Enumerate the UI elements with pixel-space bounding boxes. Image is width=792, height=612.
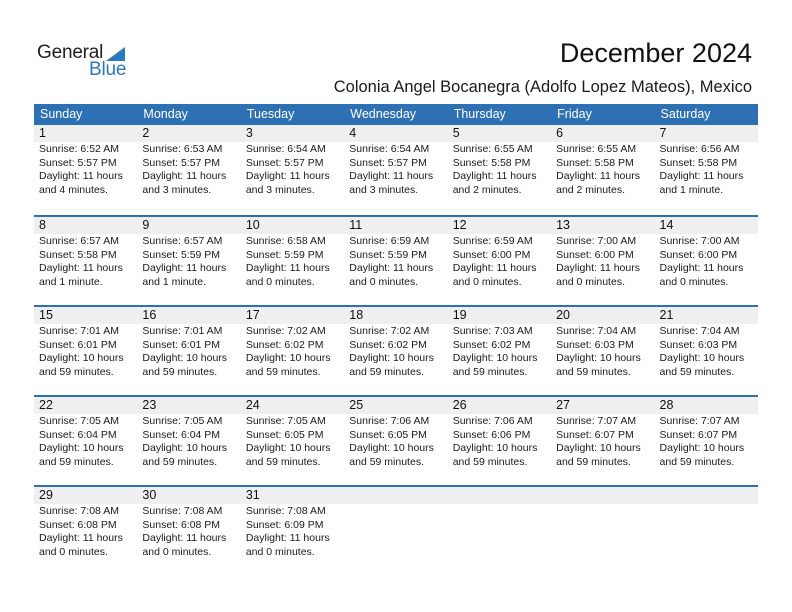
empty-day-cell [344,487,447,559]
sunrise-time: Sunrise: 6:56 AM [659,143,740,155]
sunset-time: Sunset: 6:00 PM [556,248,634,261]
day-cell [551,125,654,197]
daylight-hours: Daylight: 11 hours [556,170,640,182]
daylight-minutes: and 4 minutes. [39,183,108,196]
week-row [34,125,758,215]
daylight-hours: Daylight: 11 hours [245,170,330,182]
empty-day-cell [551,487,654,559]
day-cell [241,487,344,559]
daylight-hours: Daylight: 10 hours [452,352,538,364]
day-cell [34,397,137,469]
sunset-time: Sunset: 6:05 PM [245,428,324,441]
daylight-minutes: and 1 minute. [659,183,724,196]
day-number: 1 [34,125,137,142]
sunrise-time: Sunrise: 6:52 AM [39,143,119,155]
day-number: 7 [655,125,758,142]
day-number [448,487,551,504]
sunrise-time: Sunrise: 7:04 AM [556,325,637,337]
day-details [448,142,551,197]
day-details [344,142,447,197]
day-cell [137,487,240,559]
day-details [241,234,344,289]
day-cell [241,217,344,289]
day-details [137,324,240,379]
sunrise-time: Sunrise: 7:02 AM [245,325,326,337]
sunset-time: Sunset: 5:57 PM [349,156,427,169]
day-cell [241,397,344,469]
sunrise-time: Sunrise: 7:00 AM [659,235,740,247]
daylight-minutes: and 0 minutes. [142,545,212,558]
week-row [34,395,758,485]
daylight-hours: Daylight: 10 hours [659,442,745,454]
sunset-time: Sunset: 6:08 PM [39,518,117,531]
sunrise-time: Sunrise: 6:59 AM [349,235,430,247]
sunrise-time: Sunrise: 7:08 AM [245,505,326,517]
daylight-hours: Daylight: 10 hours [245,352,331,364]
day-cell [34,307,137,379]
day-number: 23 [137,397,240,414]
daylight-hours: Daylight: 11 hours [245,262,330,274]
daylight-hours: Daylight: 11 hours [39,170,123,182]
week-row [34,485,758,575]
location-subtitle: Colonia Angel Bocanegra (Adolfo Lopez Mateos), Mexico [333,78,752,96]
day-details [34,504,137,559]
sunset-time: Sunset: 6:01 PM [39,338,117,351]
day-cell [344,397,447,469]
day-number: 15 [34,307,137,324]
daylight-minutes: and 59 minutes. [245,455,321,468]
daylight-hours: Daylight: 11 hours [659,262,744,274]
day-number: 12 [448,217,551,234]
day-details [137,234,240,289]
week-grid [34,397,758,469]
day-details [448,414,551,469]
weeks-container [34,125,758,575]
day-details [137,504,240,559]
day-details [34,234,137,289]
daylight-minutes: and 2 minutes. [556,183,625,196]
day-cell [34,217,137,289]
day-details [137,414,240,469]
day-cell [344,125,447,197]
day-details [655,142,758,197]
daylight-hours: Daylight: 11 hours [142,532,227,544]
day-cell [137,125,240,197]
daylight-hours: Daylight: 10 hours [39,442,124,454]
day-details [655,234,758,289]
sunrise-time: Sunrise: 6:59 AM [452,235,533,247]
day-number: 14 [655,217,758,234]
daylight-minutes: and 59 minutes. [556,455,631,468]
day-details [655,324,758,379]
weekday-thursday: Thursday [453,107,506,121]
day-number: 2 [137,125,240,142]
daylight-minutes: and 0 minutes. [452,275,522,288]
day-number: 27 [551,397,654,414]
day-number: 25 [344,397,447,414]
daylight-minutes: and 3 minutes. [349,183,419,196]
day-number: 30 [137,487,240,504]
day-number: 10 [241,217,344,234]
day-details [448,234,551,289]
week-grid [34,307,758,379]
day-cell [448,397,551,469]
general-blue-logo [37,42,137,82]
daylight-minutes: and 59 minutes. [452,365,528,378]
sunrise-time: Sunrise: 6:55 AM [452,143,533,155]
sunrise-time: Sunrise: 7:05 AM [245,415,326,427]
day-number: 6 [551,125,654,142]
sunrise-time: Sunrise: 7:02 AM [349,325,430,337]
day-number: 16 [137,307,240,324]
sunset-time: Sunset: 6:03 PM [659,338,738,351]
sunrise-time: Sunrise: 7:06 AM [452,415,533,427]
daylight-minutes: and 1 minute. [39,275,103,288]
weekday-monday: Monday [143,107,188,121]
sunset-time: Sunset: 5:58 PM [452,156,531,169]
sunrise-time: Sunrise: 6:55 AM [556,143,637,155]
daylight-minutes: and 2 minutes. [452,183,522,196]
day-cell [655,125,758,197]
daylight-minutes: and 0 minutes. [39,545,108,558]
daylight-hours: Daylight: 10 hours [452,442,538,454]
day-cell [344,307,447,379]
daylight-minutes: and 1 minute. [142,275,207,288]
day-number [344,487,447,504]
daylight-minutes: and 59 minutes. [349,455,424,468]
day-details [241,504,344,559]
sunrise-time: Sunrise: 7:03 AM [452,325,533,337]
daylight-hours: Daylight: 11 hours [142,262,227,274]
sunrise-time: Sunrise: 6:54 AM [349,143,430,155]
day-cell [241,307,344,379]
sunrise-time: Sunrise: 6:58 AM [245,235,326,247]
sunset-time: Sunset: 6:08 PM [142,518,221,531]
day-cell [344,217,447,289]
day-number: 17 [241,307,344,324]
sunset-time: Sunset: 5:57 PM [245,156,324,169]
weekday-sunday: Sunday [40,107,83,121]
day-cell [448,217,551,289]
day-details [448,324,551,379]
sunrise-time: Sunrise: 6:57 AM [142,235,223,247]
daylight-hours: Daylight: 11 hours [39,532,123,544]
day-number: 19 [448,307,551,324]
sunset-time: Sunset: 6:07 PM [659,428,738,441]
sunset-time: Sunset: 6:02 PM [245,338,324,351]
sunrise-time: Sunrise: 7:04 AM [659,325,740,337]
day-details [551,234,654,289]
day-cell [137,217,240,289]
day-number: 13 [551,217,654,234]
logo-word-general: General [37,42,104,63]
day-details [344,414,447,469]
day-number: 9 [137,217,240,234]
daylight-minutes: and 59 minutes. [39,365,114,378]
empty-day-cell [448,487,551,559]
sunrise-time: Sunrise: 6:54 AM [245,143,326,155]
day-number: 4 [344,125,447,142]
day-details [655,414,758,469]
day-cell [551,217,654,289]
sunrise-time: Sunrise: 7:00 AM [556,235,637,247]
daylight-hours: Daylight: 10 hours [659,352,745,364]
daylight-minutes: and 59 minutes. [349,365,424,378]
logo-word-blue: Blue [89,59,127,80]
day-details [34,142,137,197]
week-row [34,305,758,395]
weekday-saturday: Saturday [660,107,711,121]
calendar-grid [34,104,758,575]
daylight-hours: Daylight: 10 hours [349,442,434,454]
day-number: 22 [34,397,137,414]
day-cell [34,125,137,197]
daylight-hours: Daylight: 11 hours [659,170,744,182]
sunrise-time: Sunrise: 7:07 AM [556,415,637,427]
day-details [551,142,654,197]
sunset-time: Sunset: 5:59 PM [349,248,427,261]
daylight-hours: Daylight: 11 hours [39,262,123,274]
day-number: 26 [448,397,551,414]
sunset-time: Sunset: 5:58 PM [659,156,738,169]
daylight-hours: Daylight: 11 hours [349,262,434,274]
day-number: 29 [34,487,137,504]
page-title: December 2024 [559,38,752,68]
weekday-wednesday: Wednesday [350,107,417,121]
day-details [137,142,240,197]
week-grid [34,125,758,197]
empty-day-cell [655,487,758,559]
day-details [241,324,344,379]
weekday-friday: Friday [557,107,592,121]
week-row [34,215,758,305]
day-details [34,324,137,379]
day-details [344,324,447,379]
day-cell [448,125,551,197]
sunset-time: Sunset: 6:03 PM [556,338,634,351]
sunrise-time: Sunrise: 7:06 AM [349,415,430,427]
daylight-minutes: and 3 minutes. [245,183,315,196]
sunset-time: Sunset: 6:00 PM [452,248,531,261]
sunset-time: Sunset: 5:59 PM [245,248,324,261]
daylight-hours: Daylight: 10 hours [142,352,228,364]
day-number [655,487,758,504]
day-cell [551,397,654,469]
daylight-hours: Daylight: 11 hours [556,262,640,274]
day-details [551,414,654,469]
day-cell [448,307,551,379]
daylight-hours: Daylight: 10 hours [245,442,331,454]
daylight-minutes: and 0 minutes. [349,275,419,288]
daylight-hours: Daylight: 11 hours [245,532,330,544]
sunset-time: Sunset: 5:57 PM [142,156,221,169]
sunset-time: Sunset: 6:09 PM [245,518,324,531]
day-details [34,414,137,469]
sunrise-time: Sunrise: 7:01 AM [142,325,223,337]
sunset-time: Sunset: 6:02 PM [349,338,427,351]
day-cell [655,217,758,289]
daylight-hours: Daylight: 10 hours [142,442,228,454]
day-cell [241,125,344,197]
daylight-minutes: and 59 minutes. [245,365,321,378]
daylight-hours: Daylight: 11 hours [349,170,434,182]
day-cell [655,397,758,469]
daylight-hours: Daylight: 11 hours [452,262,537,274]
day-cell [655,307,758,379]
day-number: 3 [241,125,344,142]
sunset-time: Sunset: 6:00 PM [659,248,738,261]
day-cell [137,307,240,379]
sunrise-time: Sunrise: 7:05 AM [142,415,223,427]
sunrise-time: Sunrise: 6:53 AM [142,143,223,155]
daylight-minutes: and 0 minutes. [659,275,729,288]
day-cell [551,307,654,379]
day-cell [137,397,240,469]
day-number: 28 [655,397,758,414]
sunset-time: Sunset: 6:07 PM [556,428,634,441]
daylight-minutes: and 3 minutes. [142,183,212,196]
sunset-time: Sunset: 6:04 PM [142,428,221,441]
sunset-time: Sunset: 5:58 PM [39,248,117,261]
sunrise-time: Sunrise: 7:08 AM [142,505,223,517]
day-number: 5 [448,125,551,142]
sunset-time: Sunset: 6:02 PM [452,338,531,351]
weekday-tuesday: Tuesday [246,107,295,121]
sunset-time: Sunset: 6:04 PM [39,428,117,441]
daylight-hours: Daylight: 10 hours [39,352,124,364]
sunrise-time: Sunrise: 7:01 AM [39,325,119,337]
sunrise-time: Sunrise: 6:57 AM [39,235,119,247]
sunset-time: Sunset: 6:01 PM [142,338,221,351]
sunrise-time: Sunrise: 7:07 AM [659,415,740,427]
daylight-minutes: and 59 minutes. [142,455,218,468]
day-number: 11 [344,217,447,234]
day-number [551,487,654,504]
daylight-minutes: and 0 minutes. [245,545,315,558]
daylight-minutes: and 59 minutes. [659,455,735,468]
week-grid [34,487,758,559]
daylight-minutes: and 59 minutes. [452,455,528,468]
sunrise-time: Sunrise: 7:05 AM [39,415,119,427]
day-cell [34,487,137,559]
day-details [344,234,447,289]
day-number: 20 [551,307,654,324]
day-number: 8 [34,217,137,234]
week-grid [34,217,758,289]
daylight-hours: Daylight: 10 hours [349,352,434,364]
day-number: 18 [344,307,447,324]
sunrise-time: Sunrise: 7:08 AM [39,505,119,517]
day-details [241,142,344,197]
sunset-time: Sunset: 5:59 PM [142,248,221,261]
day-number: 21 [655,307,758,324]
daylight-hours: Daylight: 10 hours [556,442,641,454]
daylight-hours: Daylight: 11 hours [452,170,537,182]
daylight-minutes: and 0 minutes. [556,275,625,288]
day-number: 24 [241,397,344,414]
daylight-minutes: and 59 minutes. [142,365,218,378]
day-details [551,324,654,379]
day-details [241,414,344,469]
daylight-hours: Daylight: 10 hours [556,352,641,364]
daylight-minutes: and 59 minutes. [39,455,114,468]
sunset-time: Sunset: 6:05 PM [349,428,427,441]
sunset-time: Sunset: 5:57 PM [39,156,117,169]
day-number: 31 [241,487,344,504]
sunset-time: Sunset: 5:58 PM [556,156,634,169]
daylight-minutes: and 0 minutes. [245,275,315,288]
daylight-hours: Daylight: 11 hours [142,170,227,182]
daylight-minutes: and 59 minutes. [659,365,735,378]
sunset-time: Sunset: 6:06 PM [452,428,531,441]
weekday-header-row [34,104,758,125]
daylight-minutes: and 59 minutes. [556,365,631,378]
